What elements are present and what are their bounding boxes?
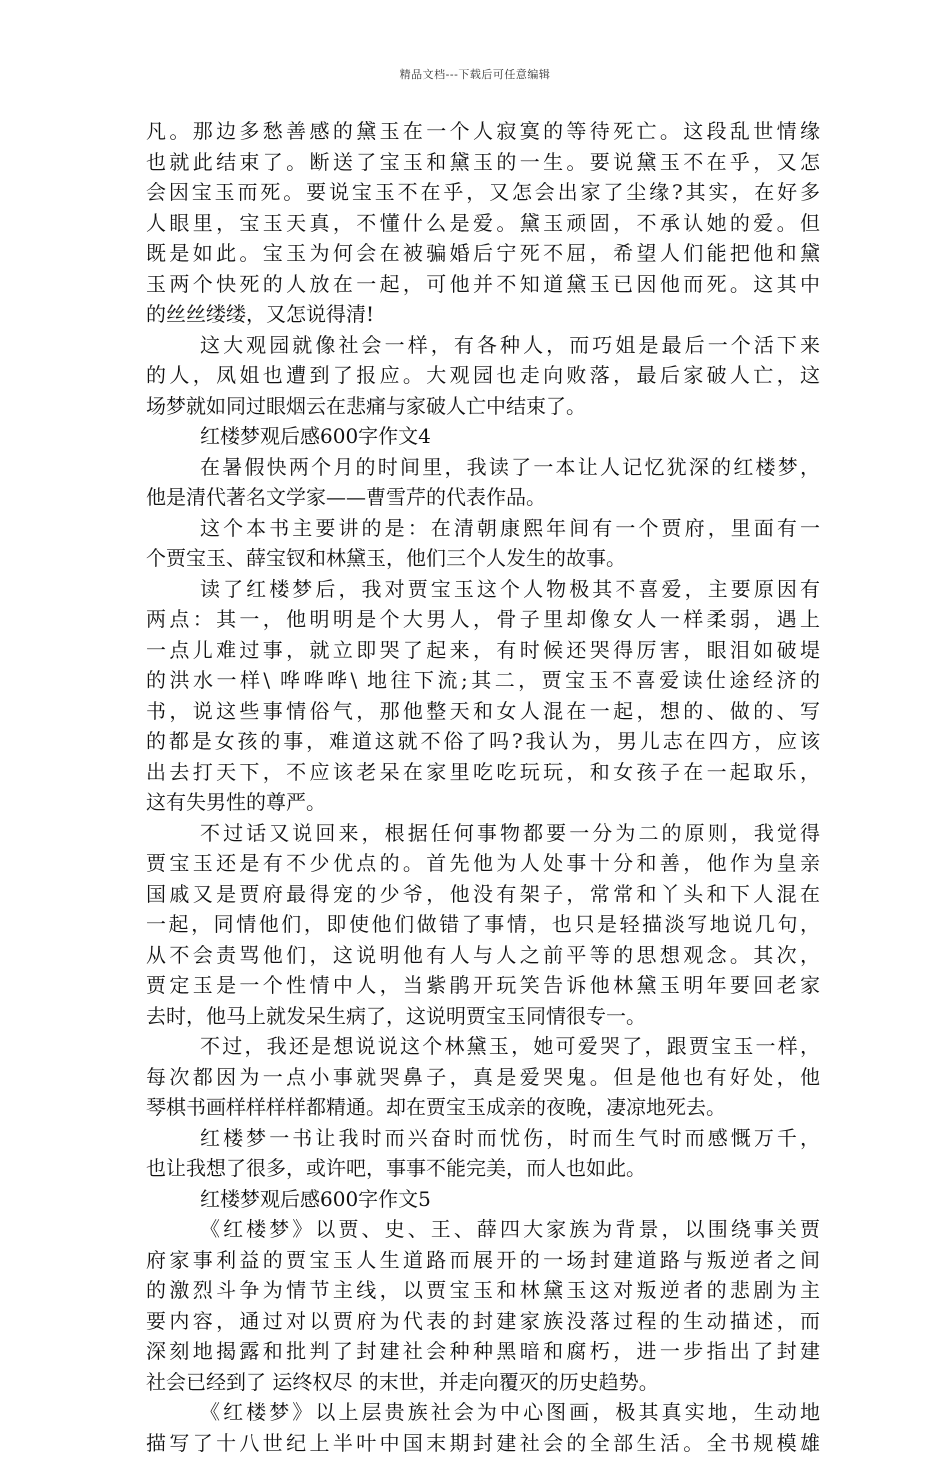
text-line: 《红楼梦》以贾、史、王、薛四大家族为背景，以围绕事关贾 <box>146 1214 820 1245</box>
text-line: 去时，他马上就发呆生病了，这说明贾宝玉同情很专一。 <box>146 1001 820 1032</box>
text-line: 不过，我还是想说说这个林黛玉，她可爱哭了，跟贾宝玉一样， <box>146 1031 820 1062</box>
text-line: 也让我想了很多，或许吧，事事不能完美，而人也如此。 <box>146 1153 820 1184</box>
text-line: 这有失男性的尊严。 <box>146 787 820 818</box>
text-line: 不过话又说回来，根据任何事物都要一分为二的原则，我觉得 <box>146 818 820 849</box>
text-line: 红楼梦观后感600字作文4 <box>146 421 820 452</box>
text-line: 琴棋书画样样样样都精通。却在贾宝玉成亲的夜晚，凄凉地死去。 <box>146 1092 820 1123</box>
text-line: 玉两个快死的人放在一起，可他并不知道黛玉已因他而死。这其中 <box>146 269 820 300</box>
page-header: 精品文档---下载后可任意编辑 <box>0 66 950 82</box>
text-line: 社会已经到了 运终权尽 的末世，并走向覆灭的历史趋势。 <box>146 1367 820 1398</box>
text-line: 从不会责骂他们，这说明他有人与人之前平等的思想观念。其次， <box>146 940 820 971</box>
text-line: 场梦就如同过眼烟云在悲痛与家破人亡中结束了。 <box>146 391 820 422</box>
text-line: 深刻地揭露和批判了封建社会种种黑暗和腐朽，进一步指出了封建 <box>146 1336 820 1367</box>
text-line: 红楼梦观后感600字作文5 <box>146 1184 820 1215</box>
text-line: 书，说这些事情俗气，那他整天和女人混在一起，想的、做的、写 <box>146 696 820 727</box>
text-line: 凡。那边多愁善感的黛玉在一个人寂寞的等待死亡。这段乱世情缘 <box>146 116 820 147</box>
text-line: 也就此结束了。断送了宝玉和黛玉的一生。要说黛玉不在乎，又怎 <box>146 147 820 178</box>
text-line: 描写了十八世纪上半叶中国末期封建社会的全部生活。全书规模雄 <box>146 1428 820 1458</box>
text-line: 人眼里，宝玉天真，不懂什么是爱。黛玉顽固，不承认她的爱。但 <box>146 208 820 239</box>
text-line: 两点：其一，他明明是个大男人，骨子里却像女人一样柔弱，遇上 <box>146 604 820 635</box>
text-line: 个贾宝玉、薛宝钗和林黛玉，他们三个人发生的故事。 <box>146 543 820 574</box>
text-line: 红楼梦一书让我时而兴奋时而忧伤，时而生气时而感慨万千， <box>146 1123 820 1154</box>
body-text <box>146 116 820 1458</box>
text-line: 府家事利益的贾宝玉人生道路而展开的一场封建道路与叛逆者之间 <box>146 1245 820 1276</box>
text-line: 在暑假快两个月的时间里，我读了一本让人记忆犹深的红楼梦， <box>146 452 820 483</box>
text-line: 读了红楼梦后，我对贾宝玉这个人物极其不喜爱，主要原因有 <box>146 574 820 605</box>
text-line: 要内容，通过对以贾府为代表的封建家族没落过程的生动描述，而 <box>146 1306 820 1337</box>
text-line: 会因宝玉而死。要说宝玉不在乎，又怎会出家了尘缘?其实，在好多 <box>146 177 820 208</box>
text-line: 既是如此。宝玉为何会在被骗婚后宁死不屈，希望人们能把他和黛 <box>146 238 820 269</box>
text-line: 的都是女孩的事，难道这就不俗了吗?我认为，男儿志在四方，应该 <box>146 726 820 757</box>
text-line: 国戚又是贾府最得宠的少爷，他没有架子，常常和丫头和下人混在 <box>146 879 820 910</box>
text-line: 每次都因为一点小事就哭鼻子，真是爱哭鬼。但是他也有好处，他 <box>146 1062 820 1093</box>
text-line: 的激烈斗争为情节主线，以贾宝玉和林黛玉这对叛逆者的悲剧为主 <box>146 1275 820 1306</box>
text-line: 出去打天下，不应该老呆在家里吃吃玩玩，和女孩子在一起取乐， <box>146 757 820 788</box>
text-line: 他是清代著名文学家——曹雪芹的代表作品。 <box>146 482 820 513</box>
text-line: 的丝丝缕缕，又怎说得清! <box>146 299 820 330</box>
text-line: 《红楼梦》以上层贵族社会为中心图画，极其真实地，生动地 <box>146 1397 820 1428</box>
text-line: 贾宝玉还是有不少优点的。首先他为人处事十分和善，他作为皇亲 <box>146 848 820 879</box>
text-line: 贾定玉是一个性情中人，当紫鹃开玩笑告诉他林黛玉明年要回老家 <box>146 970 820 1001</box>
text-line: 一起，同情他们，即使他们做错了事情，也只是轻描淡写地说几句， <box>146 909 820 940</box>
text-line: 一点儿难过事，就立即哭了起来，有时候还哭得厉害，眼泪如破堤 <box>146 635 820 666</box>
text-line: 这大观园就像社会一样，有各种人，而巧姐是最后一个活下来 <box>146 330 820 361</box>
text-line: 的人，凤姐也遭到了报应。大观园也走向败落，最后家破人亡，这 <box>146 360 820 391</box>
text-line: 这个本书主要讲的是：在清朝康熙年间有一个贾府，里面有一 <box>146 513 820 544</box>
text-line: 的洪水一样\ 哗哗哗\ 地往下流;其二，贾宝玉不喜爱读仕途经济的 <box>146 665 820 696</box>
